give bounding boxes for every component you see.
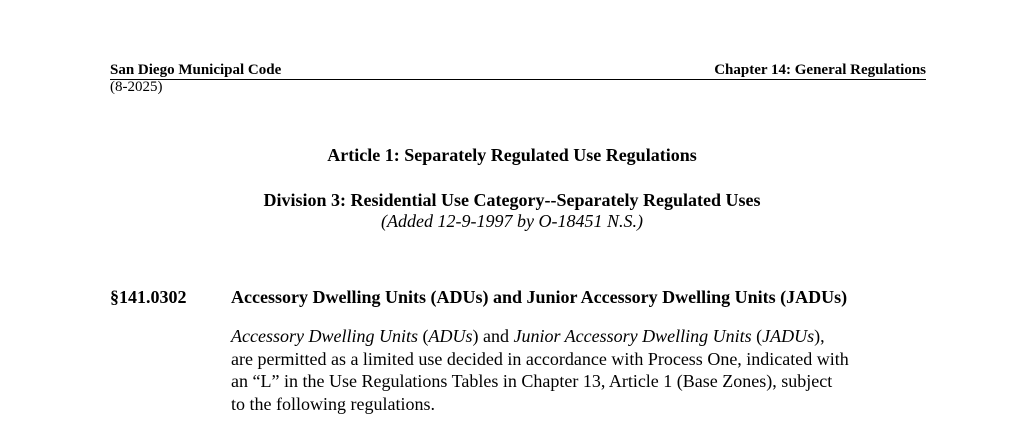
punct-4: ), — [814, 326, 825, 346]
body-line-4: to the following regulations. — [231, 393, 435, 414]
punct-1: ( — [417, 326, 429, 346]
term-adu: Accessory Dwelling Units — [231, 326, 418, 346]
abbr-jadu: JADUs — [762, 326, 815, 346]
division-title: Division 3: Residential Use Category--Separately Regulated Uses — [263, 190, 761, 210]
punct-3: ( — [751, 326, 763, 346]
punct-2: ) and — [472, 326, 514, 346]
revision-date: (8-2025) — [110, 79, 163, 95]
section-title: Accessory Dwelling Units (ADUs) and Junior Accessory Dwelling Units (JADUs) — [231, 287, 848, 307]
division-note: (Added 12-9-1997 by O-18451 N.S.) — [381, 211, 643, 231]
page-header — [110, 61, 926, 80]
article-title: Article 1: Separately Regulated Use Regulations — [327, 145, 697, 165]
section-number: §141.0302 — [110, 287, 187, 307]
code-name: San Diego Municipal Code — [110, 62, 282, 78]
section-body — [231, 325, 931, 415]
body-line-3: an “L” in the Use Regulations Tables in Chapter 13, Article 1 (Base Zones), subject — [231, 371, 833, 391]
body-line-1 — [231, 325, 931, 348]
term-jadu: Junior Accessory Dwelling Units — [513, 326, 752, 346]
chapter-name: Chapter 14: General Regulations — [714, 62, 926, 78]
body-line-2: are permitted as a limited use decided in accordance with Process One, indicated with — [231, 348, 849, 369]
abbr-adu: ADUs — [428, 326, 473, 346]
